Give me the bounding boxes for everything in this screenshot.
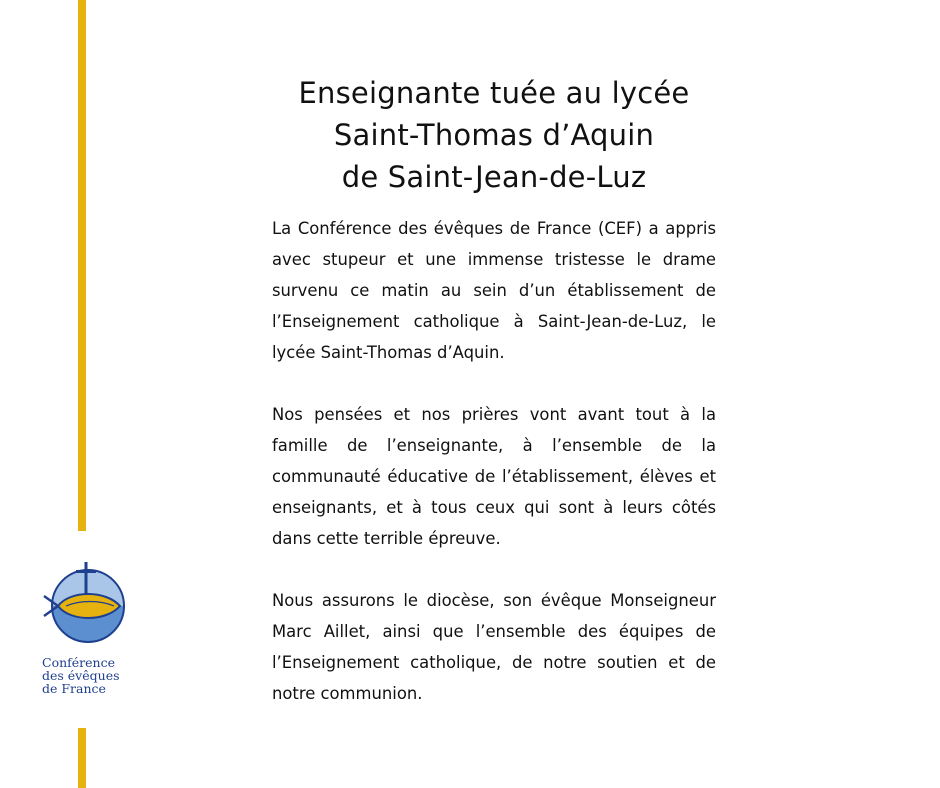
paragraph-announcement: La Conférence des évêques de France (CEF) a appris avec stupeur et une immense tristesse le drame survenu ce matin au sein d’un établissement de l’Enseignement catholique à Saint-Jean-de-Luz, le lycée Saint-Thomas d’Aquin.: [272, 219, 716, 362]
logo-line: de France: [42, 681, 106, 696]
page-title: [272, 72, 716, 198]
cef-logo: [36, 560, 132, 695]
logo-wordmark: [42, 656, 132, 695]
paragraph-thoughts: Nos pensées et nos prières vont avant tout à la famille de l’enseignante, à l’ensemble de la communauté éducative de l’établissement, élèves et enseignants, et à tous ceux qui sont à leurs côtés dans cette terrible épreuve.: [272, 405, 716, 548]
title-line: de Saint-Jean-de-Luz: [341, 160, 647, 194]
paragraph-support: Nous assurons le diocèse, son évêque Monseigneur Marc Aillet, ainsi que l’ensemble des équipes de l’Enseignement catholique, de notre soutien et de notre communion.: [272, 591, 716, 703]
cross-fish-icon: [36, 560, 132, 652]
title-line: Saint-Thomas d’Aquin: [333, 118, 655, 152]
logo-line: des évêques: [42, 668, 120, 683]
logo-line: Conférence: [42, 655, 115, 670]
statement: [272, 72, 716, 709]
title-line: Enseignante tuée au lycée: [298, 76, 690, 110]
accent-bar-bottom: [78, 728, 86, 788]
accent-bar-top: [78, 0, 86, 531]
